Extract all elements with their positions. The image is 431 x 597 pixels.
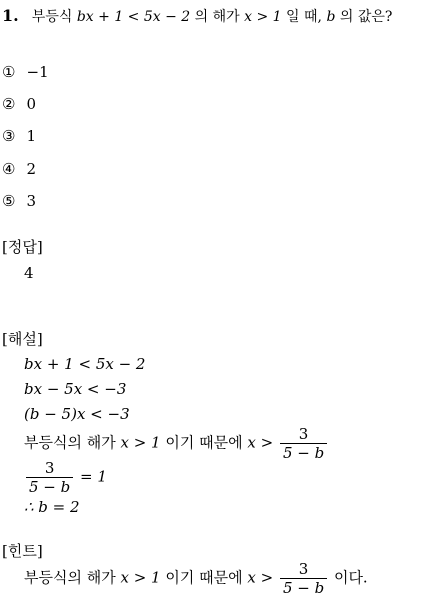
fraction-numerator: 3 bbox=[298, 560, 309, 578]
solution-line-5-rhs: = 1 bbox=[80, 467, 107, 486]
fraction bbox=[26, 459, 73, 496]
solution-line-2: bx − 5x < −3 bbox=[24, 380, 127, 398]
choice-3[interactable] bbox=[2, 126, 36, 145]
fraction-numerator: 3 bbox=[298, 425, 309, 443]
choice-mark: ③ bbox=[2, 127, 16, 145]
solution-line-1: bx + 1 < 5x − 2 bbox=[24, 355, 146, 373]
question-number: 1. bbox=[2, 6, 19, 25]
solution-line-6: ∴ b = 2 bbox=[24, 498, 80, 516]
choice-mark: ② bbox=[2, 95, 16, 113]
choice-1[interactable] bbox=[2, 62, 49, 81]
solution-line-4 bbox=[24, 425, 329, 462]
answer-value: 4 bbox=[24, 264, 34, 282]
choice-value: 3 bbox=[26, 192, 37, 210]
choice-5[interactable] bbox=[2, 191, 36, 210]
fraction bbox=[280, 560, 327, 597]
fraction-denominator: 5 − b bbox=[280, 443, 327, 462]
question-text-a: 부등식 bbox=[31, 9, 77, 25]
hint-rhs: x > bbox=[247, 568, 274, 587]
solution-line-4-cond: x > 1 bbox=[120, 433, 161, 452]
solution-line-5 bbox=[24, 459, 107, 496]
choice-value: 0 bbox=[26, 95, 37, 113]
choice-2[interactable] bbox=[2, 94, 36, 113]
choice-mark: ① bbox=[2, 63, 16, 81]
solution-label: [해설] bbox=[2, 330, 43, 348]
solution-line-4-rhs: x > bbox=[247, 433, 274, 452]
question-variable: b bbox=[326, 9, 336, 25]
hint-end: 이다. bbox=[329, 568, 368, 587]
answer-label: [정답] bbox=[2, 238, 43, 256]
choice-4[interactable] bbox=[2, 159, 36, 178]
fraction-denominator: 5 − b bbox=[26, 477, 73, 496]
hint-line bbox=[24, 560, 368, 597]
choice-value: 2 bbox=[26, 160, 37, 178]
choice-value: 1 bbox=[26, 127, 37, 145]
hint-cond: x > 1 bbox=[120, 568, 161, 587]
question bbox=[2, 6, 392, 26]
question-condition: x > 1 bbox=[244, 9, 282, 25]
hint-text: 부등식의 해가 bbox=[24, 568, 121, 587]
choice-value: −1 bbox=[26, 63, 49, 81]
question-text-d: 의 값은? bbox=[335, 9, 393, 25]
choice-mark: ⑤ bbox=[2, 192, 16, 210]
hint-label: [힌트] bbox=[2, 542, 43, 560]
fraction-numerator: 3 bbox=[44, 459, 55, 477]
question-inequality: bx + 1 < 5x − 2 bbox=[76, 9, 191, 25]
fraction bbox=[280, 425, 327, 462]
question-text-c: 일 때, bbox=[281, 9, 327, 25]
hint-mid: 이기 때문에 bbox=[160, 568, 248, 587]
question-text-b: 의 해가 bbox=[190, 9, 245, 25]
choice-mark: ④ bbox=[2, 160, 16, 178]
solution-line-4-mid: 이기 때문에 bbox=[160, 433, 248, 452]
solution-line-4-text: 부등식의 해가 bbox=[24, 433, 121, 452]
solution-line-3: (b − 5)x < −3 bbox=[24, 405, 130, 423]
fraction-denominator: 5 − b bbox=[280, 578, 327, 597]
